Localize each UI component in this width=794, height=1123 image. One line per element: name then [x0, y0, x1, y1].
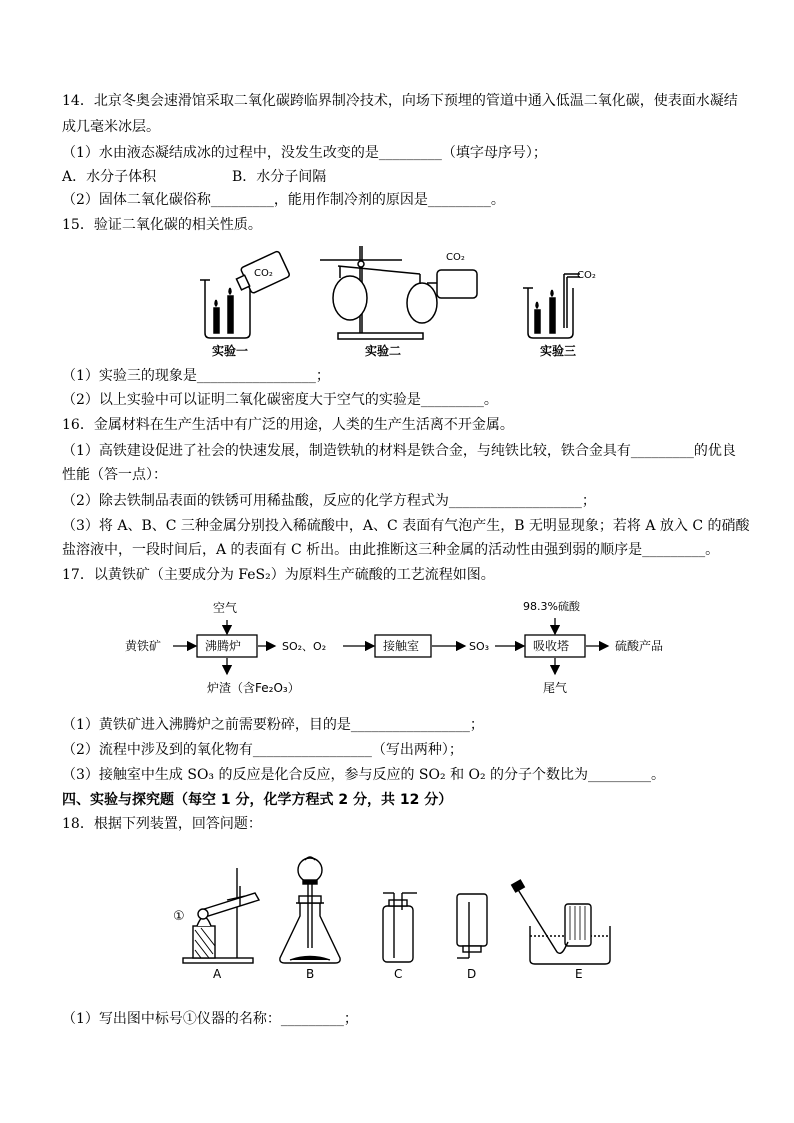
q14-option-a: A．水分子体积: [62, 169, 157, 185]
q14-stem-line2: 成几毫米冰层。: [62, 119, 160, 135]
co2-label-3: CO₂: [577, 270, 596, 281]
label-e: E: [575, 967, 583, 980]
q18-part1: （1）写出图中标号①仪器的名称：_________；: [62, 1011, 358, 1027]
q14-stem-line1: 14．北京冬奥会速滑馆采取二氧化碳跨临界制冷技术，向场下预埋的管道中通入低温二氧化碳，使表面水凝结: [62, 93, 738, 109]
flow-slag: 炉渣（含Fe₂O₃）: [207, 681, 300, 695]
flow-product: 硫酸产品: [615, 639, 664, 653]
q14-part2: （2）固体二氧化碳俗称_________，能用作制冷剂的原因是_________。: [62, 192, 505, 208]
experiment-2-caption: 实验二: [365, 344, 402, 358]
co2-label-1: CO₂: [254, 268, 273, 279]
flow-air: 空气: [213, 601, 238, 615]
q16-part2: （2）除去铁制品表面的铁锈可用稀盐酸，反应的化学方程式为___________________；: [62, 493, 596, 509]
q15-stem: 15．验证二氧化碳的相关性质。: [62, 217, 262, 233]
flow-tail-gas: 尾气: [543, 681, 568, 695]
label-c: C: [394, 967, 403, 980]
q14-part1: （1）水由液态凝结成冰的过程中，没发生改变的是_________（填字母序号）；: [62, 145, 547, 161]
q17-process-flowchart: [125, 592, 685, 704]
co2-label-2: CO₂: [446, 252, 465, 263]
label-d: D: [467, 967, 477, 980]
flow-absorber: 吸收塔: [533, 639, 570, 653]
apparatus-c: [383, 893, 417, 962]
q15-experiment-figure: [190, 238, 620, 363]
q16-part1-line1: （1）高铁建设促进了社会的快速发展，制造铁轨的材料是铁合金，与纯铁比较，铁合金具有_________的优良: [62, 443, 736, 459]
apparatus-b: [280, 857, 340, 963]
q15-part2: （2）以上实验中可以证明二氧化碳密度大于空气的实验是_________。: [62, 392, 498, 408]
marker-1: ①: [173, 909, 185, 924]
q16-part3-line2: 盐溶液中，一段时间后，A 的表面有 C 析出。由此推断这三种金属的活动性由强到弱的顺序是_________。: [62, 542, 720, 558]
q17-stem: 17．以黄铁矿（主要成分为 FeS₂）为原料生产硫酸的工艺流程如图。: [62, 567, 495, 583]
q18-stem: 18．根据下列装置，回答问题：: [62, 816, 262, 832]
apparatus-e: [512, 880, 610, 964]
flow-furnace: 沸腾炉: [205, 639, 242, 653]
q17-part3: （3）接触室中生成 SO₃ 的反应是化合反应，参与反应的 SO₂ 和 O₂ 的分子个数比为_________。: [62, 767, 666, 783]
flow-ore: 黄铁矿: [125, 639, 162, 653]
label-a: A: [213, 967, 222, 980]
q17-part2: （2）流程中涉及到的氧化物有_________________（写出两种）；: [62, 742, 463, 758]
apparatus-a: [183, 868, 259, 963]
q17-part1: （1）黄铁矿进入沸腾炉之前需要粉碎，目的是_________________；: [62, 717, 484, 733]
experiment-1-diagram: [200, 251, 290, 338]
q16-stem: 16．金属材料在生产生活中有广泛的用途，人类的生产生活离不开金属。: [62, 417, 514, 433]
q15-part1: （1）实验三的现象是_________________；: [62, 368, 330, 384]
experiment-1-caption: 实验一: [212, 344, 249, 358]
experiment-3-diagram: [523, 274, 580, 338]
q16-part1-line2: 性能（答一点）：: [62, 467, 167, 483]
apparatus-d: [457, 894, 487, 958]
experiment-3-caption: 实验三: [540, 344, 577, 358]
flow-contact-chamber: 接触室: [383, 639, 420, 653]
section-4-heading: 四、实验与探究题（每空 1 分，化学方程式 2 分，共 12 分）: [62, 792, 453, 808]
label-b: B: [306, 967, 315, 980]
flow-so3: SO₃: [469, 640, 490, 653]
flow-acid-input: 98.3%硫酸: [523, 600, 580, 613]
q18-apparatus-figure: [165, 848, 615, 980]
q14-option-b: B．水分子间隔: [232, 169, 327, 185]
q16-part3-line1: （3）将 A、B、C 三种金属分别投入稀硫酸中，A、C 表面有气泡产生，B 无明显现象；若将 A 放入 C 的硝酸: [62, 518, 750, 534]
flow-gas-so2-o2: SO₂、O₂: [282, 640, 327, 653]
